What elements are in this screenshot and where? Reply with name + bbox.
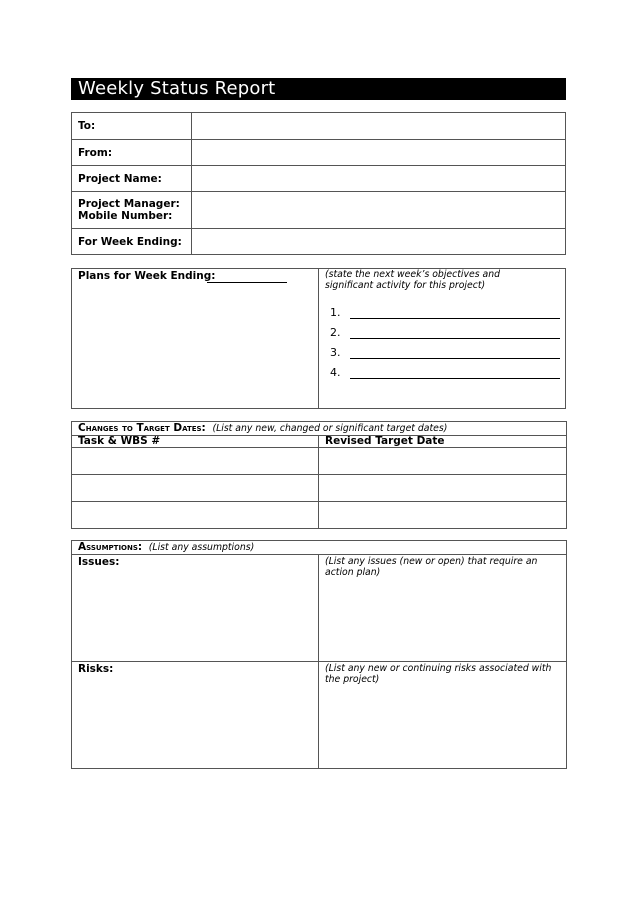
risks-label[interactable]: Risks:: [72, 662, 319, 769]
changes-note: (List any new, changed or significant target dates): [212, 423, 448, 434]
revised-date-cell[interactable]: [319, 448, 567, 475]
issues-row: [72, 555, 567, 662]
revised-date-cell[interactable]: [319, 475, 567, 502]
plans-week-ending-line[interactable]: [207, 282, 287, 283]
table-row: [72, 448, 567, 475]
table-row: [72, 502, 567, 529]
project-manager-label: [72, 192, 192, 229]
plan-item-line: [350, 358, 560, 359]
plan-item-line: [350, 318, 560, 319]
project-manager-field[interactable]: [192, 192, 566, 229]
changes-table: [71, 421, 567, 529]
plan-item-4[interactable]: [330, 366, 560, 380]
project-name-label: Project Name:: [72, 166, 192, 192]
info-row-project-manager: [72, 192, 566, 229]
info-row-week-ending: [72, 229, 566, 255]
info-row-project-name: [72, 166, 566, 192]
plan-item-1[interactable]: [330, 306, 560, 320]
to-field[interactable]: [192, 113, 566, 140]
task-wbs-cell[interactable]: [72, 475, 319, 502]
table-row: [72, 475, 567, 502]
from-label: From:: [72, 140, 192, 166]
plan-item-number: 2.: [330, 326, 341, 339]
plan-item-number: 1.: [330, 306, 341, 319]
task-wbs-header: Task & WBS #: [72, 436, 319, 448]
task-wbs-cell[interactable]: [72, 502, 319, 529]
changes-column-header-row: [72, 436, 567, 448]
plan-item-3[interactable]: [330, 346, 560, 360]
page-title: Weekly Status Report: [71, 78, 566, 100]
revised-target-date-header: Revised Target Date: [319, 436, 567, 448]
assumptions-table: [71, 540, 567, 769]
revised-date-cell[interactable]: [319, 502, 567, 529]
plan-item-line: [350, 378, 560, 379]
issues-note[interactable]: (List any issues (new or open) that require an action plan): [319, 555, 567, 662]
info-row-from: [72, 140, 566, 166]
from-field[interactable]: [192, 140, 566, 166]
risks-note[interactable]: (List any new or continuing risks associated with the project): [319, 662, 567, 769]
to-label: To:: [72, 113, 192, 140]
plans-left-cell[interactable]: [72, 269, 319, 408]
week-ending-field[interactable]: [192, 229, 566, 255]
plans-section: [71, 268, 566, 409]
issues-label[interactable]: Issues:: [72, 555, 319, 662]
changes-heading: Changes to Target Dates:: [78, 422, 206, 434]
plan-item-number: 4.: [330, 366, 341, 379]
info-row-to: [72, 113, 566, 140]
task-wbs-cell[interactable]: [72, 448, 319, 475]
assumptions-heading: Assumptions:: [78, 541, 143, 553]
plan-item-number: 3.: [330, 346, 341, 359]
week-ending-label: For Week Ending:: [72, 229, 192, 255]
assumptions-header-row: [72, 541, 567, 555]
project-info-table: [71, 112, 566, 255]
plans-note: (state the next week’s objectives and significant activity for this project): [325, 269, 500, 291]
plan-item-line: [350, 338, 560, 339]
project-name-field[interactable]: [192, 166, 566, 192]
assumptions-note: (List any assumptions): [148, 542, 255, 553]
changes-header: [72, 422, 567, 436]
plans-label: Plans for Week Ending:: [78, 270, 216, 282]
project-manager-label-line: Project Manager:: [78, 198, 180, 210]
assumptions-header[interactable]: [72, 541, 567, 555]
changes-header-row: [72, 422, 567, 436]
plan-item-2[interactable]: [330, 326, 560, 340]
risks-row: [72, 662, 567, 769]
mobile-number-label-line: Mobile Number:: [78, 210, 173, 222]
